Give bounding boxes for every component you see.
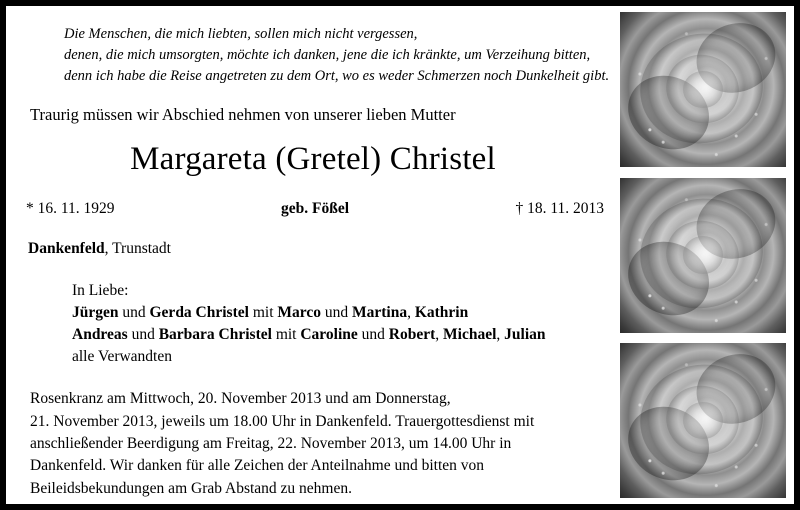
family-line-2 <box>72 324 610 346</box>
sep-3: , <box>496 326 505 344</box>
place-secondary: , Trunstadt <box>104 240 171 258</box>
verse-line-3: denn ich habe die Reise angetreten zu dem Ort, wo es weder Schmerzen noch Dunkelheit gibt. <box>64 68 610 85</box>
family-name-robert: Robert <box>388 326 436 344</box>
service-details <box>22 388 610 500</box>
service-line-2: 21. November 2013, jeweils um 18.00 Uhr in Dankenfeld. Trauergottesdienst mit <box>30 412 535 430</box>
family-name-marco: Marco <box>277 304 321 322</box>
sep-1: , <box>407 304 415 322</box>
service-line-1: Rosenkranz am Mittwoch, 20. November 2013 und am Donnerstag, <box>30 390 451 408</box>
family-line-1 <box>72 302 610 324</box>
verse-line-1: Die Menschen, die mich liebten, sollen mich nicht vergessen, <box>64 26 418 42</box>
family-name-kathrin: Kathrin <box>414 304 469 322</box>
family-name-michael: Michael <box>443 326 497 344</box>
verse-block <box>22 24 610 87</box>
conj-6: und <box>357 326 389 344</box>
conj-2: mit <box>248 304 278 322</box>
family-name-caroline: Caroline <box>300 326 358 344</box>
photo-column <box>620 6 794 504</box>
sep-2: , <box>435 326 444 344</box>
verse-line-2: denen, die mich umsorgten, möchte ich danken, jene die ich kränkte, um Verzeihung bitten, <box>64 47 591 64</box>
conj-1: und <box>118 304 150 322</box>
family-name-barbara: Barbara Christel <box>158 326 272 344</box>
family-name-martina: Martina <box>351 304 408 322</box>
family-line-3: alle Verwandten <box>72 348 172 366</box>
conj-5: mit <box>271 326 301 344</box>
family-name-gerda: Gerda Christel <box>149 304 249 322</box>
maiden-name: geb. Fößel <box>280 200 350 218</box>
notice-text-column <box>6 6 626 504</box>
conj-4: und <box>127 326 159 344</box>
rose-photo-bottom <box>620 343 786 498</box>
rose-photo-middle <box>620 178 786 333</box>
family-block <box>22 280 610 368</box>
dew-drops-icon <box>620 12 786 167</box>
conj-3: und <box>320 304 352 322</box>
place-primary: Dankenfeld <box>28 240 105 258</box>
place-line <box>22 240 610 258</box>
service-line-5: Beileidsbekundungen am Grab Abstand zu nehmen. <box>30 479 352 497</box>
birth-date: * 16. 11. 1929 <box>26 200 115 218</box>
family-name-julian: Julian <box>504 326 546 344</box>
family-lead: In Liebe: <box>72 282 129 300</box>
rose-photo-top <box>620 12 786 167</box>
family-name-juergen: Jürgen <box>72 304 119 322</box>
deceased-name: Margareta (Gretel) Christel <box>130 141 496 178</box>
dates-row <box>22 200 610 218</box>
service-line-3: anschließender Beerdigung am Freitag, 22. November 2013, um 14.00 Uhr in <box>30 434 512 452</box>
service-line-4: Dankenfeld. Wir danken für alle Zeichen der Anteilnahme und bitten von <box>30 457 485 475</box>
death-date: † 18. 11. 2013 <box>515 200 604 218</box>
dew-drops-icon <box>620 343 786 498</box>
intro-line: Traurig müssen wir Abschied nehmen von unserer lieben Mutter <box>30 105 456 125</box>
dew-drops-icon <box>620 178 786 333</box>
family-name-andreas: Andreas <box>72 326 128 344</box>
